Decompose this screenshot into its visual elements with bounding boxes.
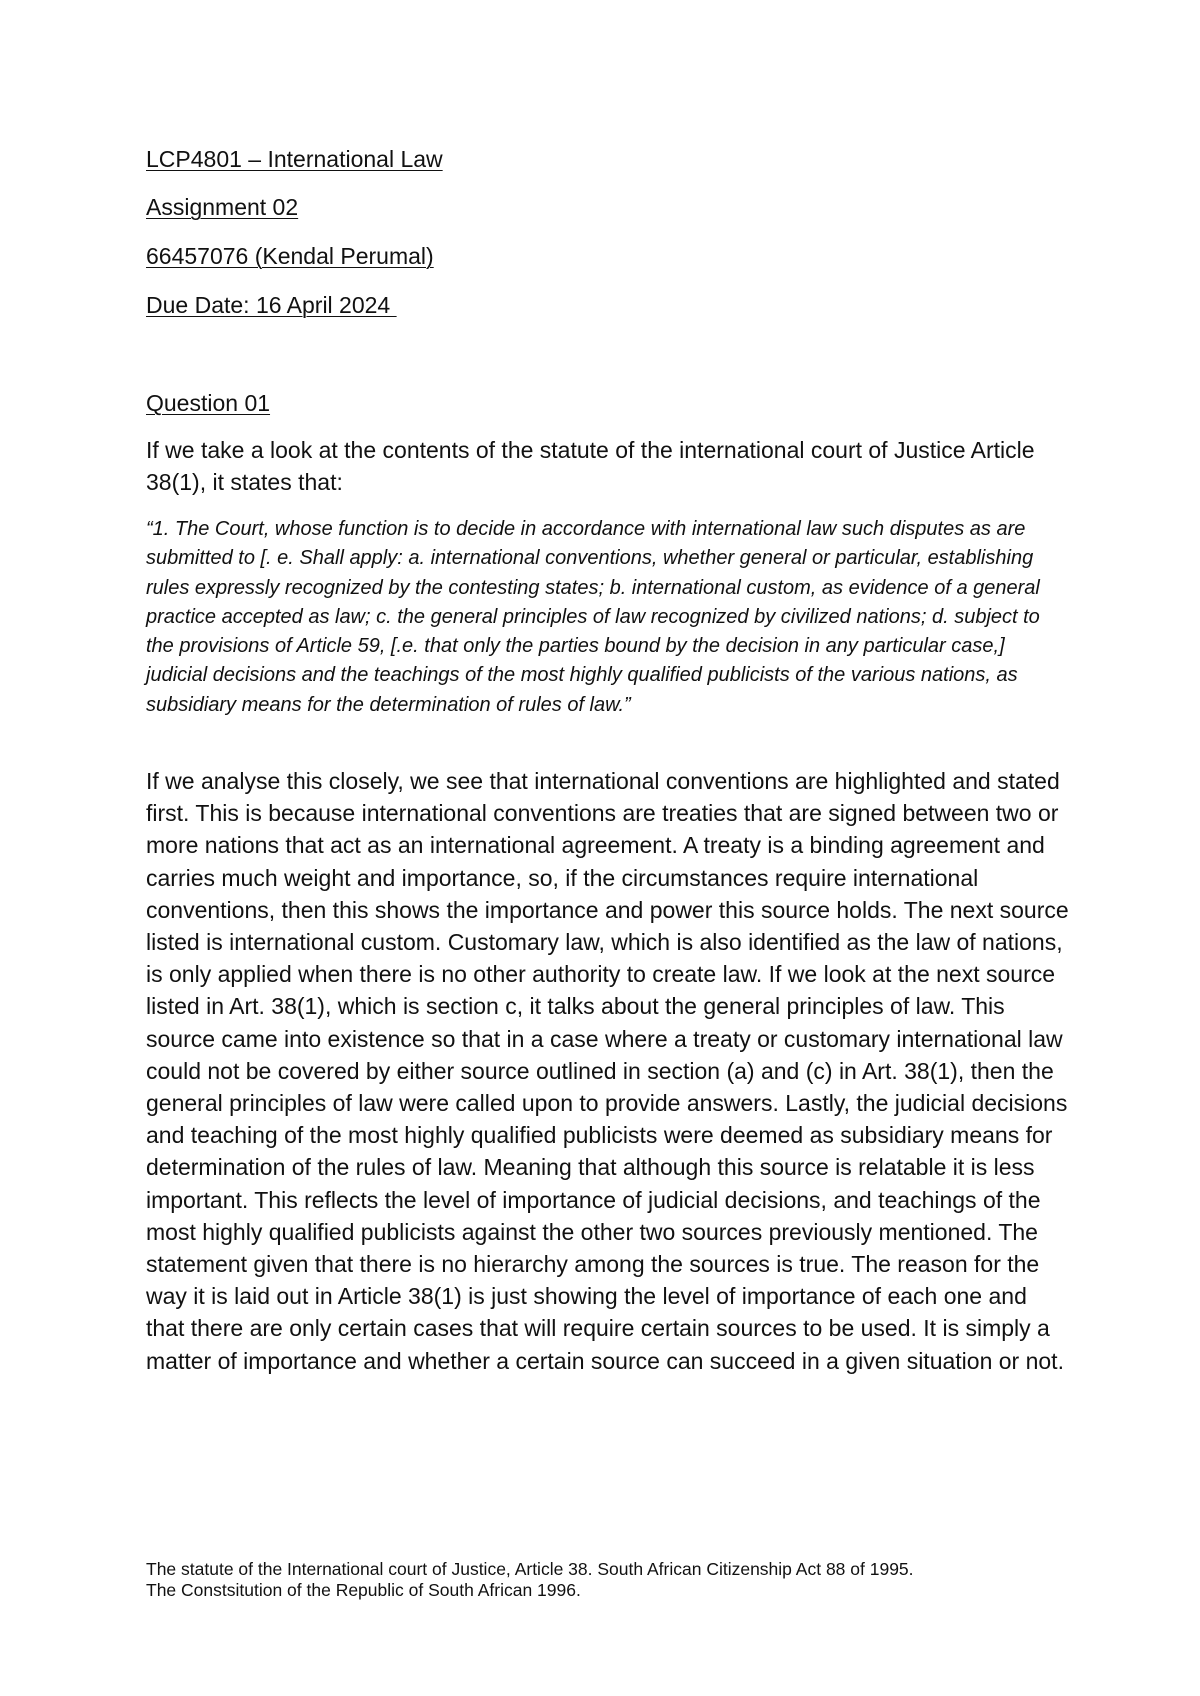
footnote-line: The statute of the International court of Justice, Article 38. South African Citizenship Act 88 of 1995. [146, 1559, 914, 1579]
answer-paragraph: If we analyse this closely, we see that international conventions are highlighted and stated first. This is because international conventions are treaties that are signed between two or more nations that act as an international agreement. A treaty is a binding agreement and carries much weight and importance, so, if the circumstances require international conventions, then this shows the importance and power this source holds. The next source listed is international custom. Customary law, which is also identified as the law of nations, is only applied when there is no other authority to create law. If we look at the next source listed in Art. 38(1), which is section c, it talks about the general principles of law. This source came into existence so that in a case where a treaty or customary international law could not be covered by either source outlined in section (a) and (c) in Art. 38(1), then the general principles of law were called upon to provide answers. Lastly, the judicial decisions and teaching of the most highly qualified publicists were deemed as subsidiary means for determination of the rules of law. Meaning that although this source is relatable it is less important. This reflects the level of importance of judicial decisions, and teachings of the most highly qualified publicists against the other two sources previously mentioned. The statement given that there is no hierarchy among the sources is true. The reason for the way it is laid out in Article 38(1) is just showing the level of importance of each one and that there are only certain cases that will require certain sources to be used. It is simply a matter of importance and whether a certain source can succeed in a given situation or not. [146, 768, 1069, 1374]
question-title: Question 01 [146, 390, 271, 416]
footnotes [146, 1559, 1106, 1601]
question-intro: If we take a look at the contents of the statute of the international court of Justice Article 38(1), it states that: [146, 437, 1035, 495]
student-info: 66457076 (Kendal Perumal) [146, 243, 434, 269]
course-title: LCP4801 – International Law [146, 146, 443, 172]
due-date: Due Date: 16 April 2024 [146, 292, 397, 318]
article-quote: “1. The Court, whose function is to decide in accordance with international law such disputes as are submitted to [. e. Shall apply: a. international conventions, whether general or particular, establishing rules expressly recognized by the contesting states; b. international custom, as evidence of a general practice accepted as law; c. the general principles of law recognized by civilized nations; d. subject to the provisions of Article 59, [.e. that only the parties bound by the decision in any particular case,] judicial decisions and the teachings of the most highly qualified publicists of the various nations, as subsidiary means for the determination of rules of law.” [146, 518, 1040, 716]
assignment-title: Assignment 02 [146, 194, 299, 220]
footnote-line: The Constsitution of the Republic of South African 1996. [146, 1580, 581, 1600]
